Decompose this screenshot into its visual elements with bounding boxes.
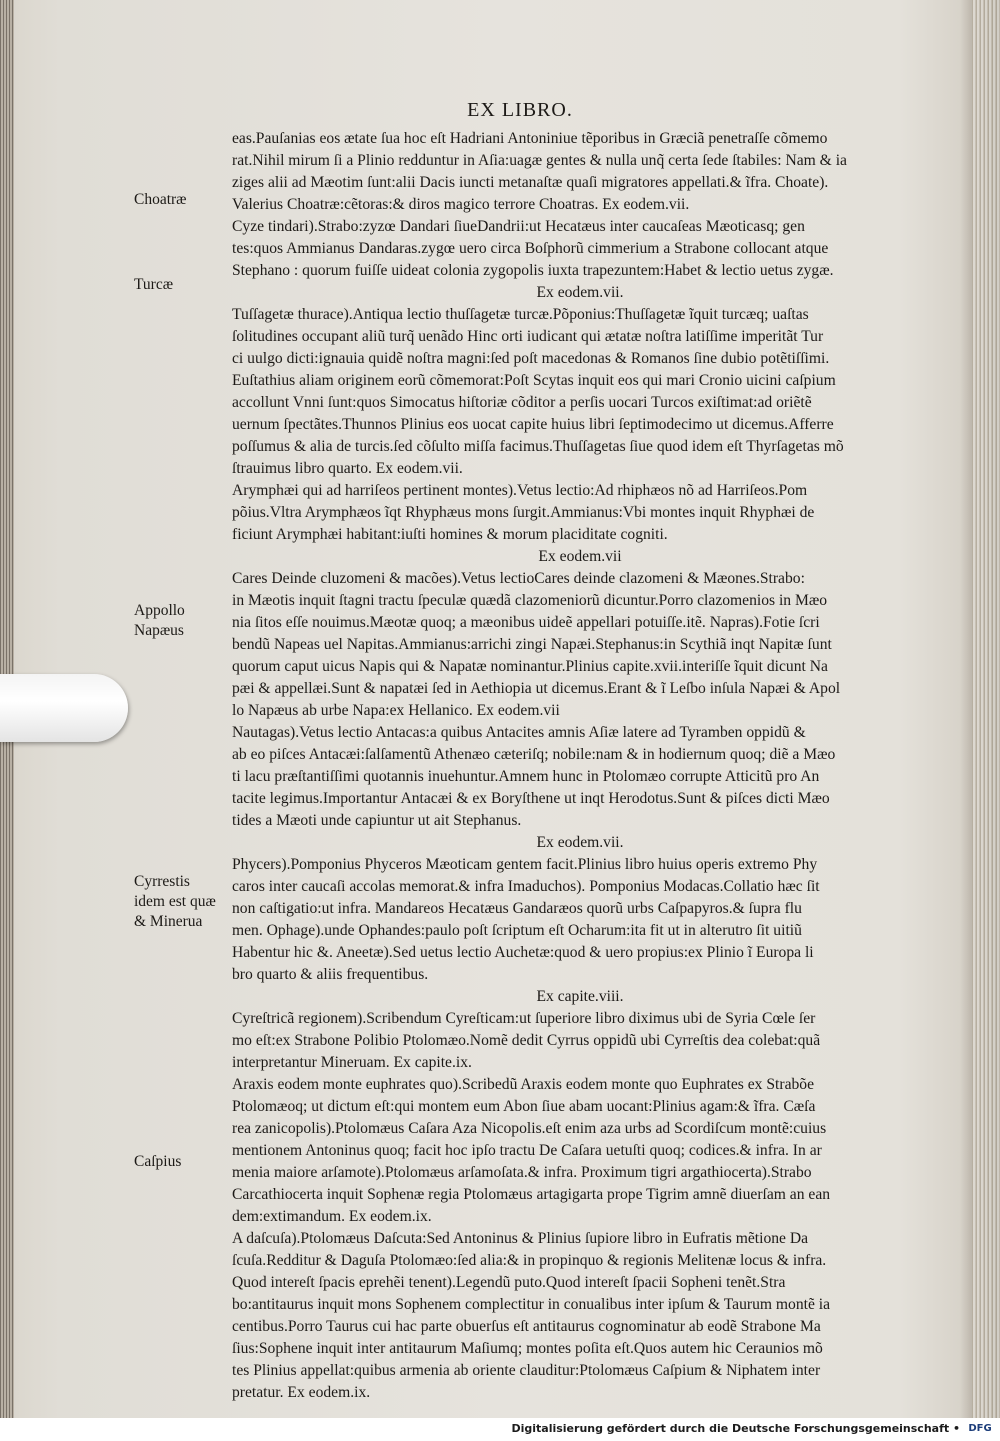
text-line: ziges alii ad Mæotim ſunt:alii Dacis iuncti metanaſtæ quaſi migratores appellati.& ĩfra. Choate). [232,174,829,191]
text-line: tes:quos Ammianus Dandaras.zygœ uero circa Boſphorũ cimmerium a Strabone collocant atque [232,240,829,257]
running-header: EX LIBRO. [467,99,573,121]
margin-note: Appollo Napæus [134,602,185,639]
text-line: Stephano : quorum fuiſſe uideat colonia zygopolis iuxta trapezuntem:Habet & lectio uetus zygæ. [232,262,834,279]
text-line: Ptolomæoq; ut dictum eſt:qui montem eum Abon ſiue abam uocant:Plinius agam:& ĩfra. Cæſa [232,1098,816,1115]
text-line: Habentur hic &. Aneetæ).Sed uetus lectio Auchetæ:quod & uero propius:ex Plinio ĩ Europa li [232,944,814,961]
text-line: Tuſſagetæ thurace).Antiqua lectio thuſſagetæ turcæ.Põponius:Thuſſagetæ ĩquit turcæq; uaſtas [232,306,809,323]
text-line: poſſumus & alia de turcis.ſed cõſulto miſſa facimus.Thuſſagetas ſiue quod idem eſt Thyrſagetas mõ [232,438,844,455]
text-line: quorum caput uicus Napis qui & Napatæ nominantur.Plinius capite.xvii.interiſſe ĩquit dicunt Na [232,658,828,675]
text-line: ci uulgo dicti:ignauia quidẽ noſtra magni:ſed poſt macedonas & Romanos ſine dubio potẽtiſſimi. [232,350,830,367]
text-line: dem:extimandum. Ex eodem.ix. [232,1208,432,1225]
text-line: nia ſitos eſſe nouimus.Mæotæ quoq; a mæonibus uideẽ appellari potuiſſe.itẽ. Napras).Fotie ſcri [232,614,820,631]
text-line: ſolitudines occupant aliũ turq̃ uenãdo Hinc orti iudicant qui ætatæ noſtra latiſſime imperitãt Tur [232,328,824,345]
text-line: põius.Vltra Arymphæos ĩqt Rhyphæus mons ſurgit.Ammianus:Vbi montes inquit Rhyphæi de [232,504,815,521]
text-line: pretatur. Ex eodem.ix. [232,1384,371,1401]
text-line: ſius:Sophene inquit inter antitaurum Maſiumq; montes poſita eſt.Quos autem hic Ceraunios mõ [232,1340,823,1357]
text-line: accollunt Vnni ſunt:quos Simocatus hiſtoriæ cõditor a perſis uocari Turcos exiſtimat:ad oriẽtẽ [232,394,812,411]
text-line: interpretantur Mineruam. Ex capite.ix. [232,1054,472,1071]
text-line: ti lacu præſtantiſſimi quotannis inuehuntur.Amnem hunc in Ptolomæo corrupte Atticitũ pro An [232,768,820,785]
text-line: bo:antitaurus inquit mons Sophenem complectitur in conualibus inter ipſum & Taurum montẽ ia [232,1296,831,1313]
text-line: Arymphæi qui ad harriſeos pertinent montes).Vetus lectio:Ad rhiphæos nõ ad Harriſeos.Pom [232,482,808,499]
text-line: Ex eodem.vii. [536,834,624,851]
text-line: Quod intereſt ſpacis eprehẽi tenent).Legendũ puto.Quod intereſt ſpacii Sopheni tenẽt.Stra [232,1274,786,1291]
text-line: mentionem Antoninus quoq; facit hoc ipſo tractu De Caſara uetuſti quoq; codices.& infra. In ar [232,1142,822,1159]
text-line: Cyze tindari).Strabo:zyzœ Dandari ſiueDandrii:ut Hecatæus inter caucaſeas Mæoticasq; gen [232,218,805,235]
text-body [232,128,928,1404]
text-line: ſtrauimus libro quarto. Ex eodem.vii. [232,460,463,477]
text-line: Araxis eodem monte euphrates quo).Scribedũ Araxis eodem monte quo Euphrates ex Strabõe [232,1076,815,1093]
text-line: Valerius Choatræ:cẽtoras:& diros magico terrore Choatras. Ex eodem.vii. [232,196,690,213]
text-line: A daſcuſa).Ptolomæus Daſcuta:Sed Antoninus & Plinius ſupiore libro in Eufratis mẽtione Da [232,1230,809,1247]
margin-note: Turcæ [134,276,174,293]
margin-note: Cyrrestis idem est quæ & Minerua [134,873,216,930]
text-line: non caſtigatio:ut infra. Mandareos Hecatæus Gandaræos quorũ urbs Caſpapyros.& ſupra flu [232,900,802,917]
text-line: bendũ Napeas uel Napitas.Ammianus:arrichi zingi Napæi.Stephanus:in Scythiã inqt Napitæ ſunt [232,636,832,653]
footer-bar [0,1418,1000,1441]
text-line: Ex eodem.vii [538,548,622,565]
text-line: ſcuſa.Redditur & Daguſa Ptolomæo:ſed alia:& in propinquo & regionis Melitenæ locus & infra. [232,1252,827,1269]
footer-credit: Digitalisierung gefördert durch die Deutsche Forschungsgemeinschaft • [511,1422,960,1435]
margin-note: Caſpius [134,1153,182,1170]
text-line: uernum ſpectãtes.Thunnos Plinius eos uocat capite huius libri ſeptimodecimo ut dicemus.Afferre [232,416,834,433]
text-line: ficiunt Arymphæi habitant:iuſti homines & morum placiditate cogniti. [232,526,668,543]
text-line: tides a Mæoti unde capiuntur ut ait Stephanus. [232,812,522,829]
text-line: rea zanicopolis).Ptolomæus Caſara Aza Nicopolis.eſt enim aza urbs ad Scordiſcum montẽ:cuius [232,1120,827,1137]
text-line: Euſtathius aliam originem eorũ cõmemorat:Poſt Scytas inquit eos qui mari Cronio uicini caſpium [232,372,836,389]
text-line: Ex capite.viii. [536,988,624,1005]
text-line: centibus.Porro Taurus cui hac parte obuerſus eſt antitaurus cognominatur ab eodẽ Strabone Ma [232,1318,821,1335]
text-line: ab eo piſces Antacæi:ſalſamentũ Athenæo cæteriſq; nobile:nam & in hodiernum quoq; diẽ a Mæo [232,746,836,763]
text-line: mo eſt:ex Strabone Polibio Ptolomæo.Nomẽ dedit Cyrrus oppidũ ubi Cyrreſtis dea colebat:quã [232,1032,821,1049]
page-edges [972,0,1000,1441]
text-line: Ex eodem.vii. [536,284,624,301]
text-line: pæi & appellæi.Sunt & napatæi ſed in Aethiopia ut dicemus.Erant & ĩ Leſbo inſula Napæi & Apol [232,680,841,697]
text-line: tacite legimus.Importantur Antacæi & ex Boryſthene ut inqt Herodotus.Sunt & piſces dicti Mæo [232,790,830,807]
text-line: tes Plinius appellat:quibus armenia ab oriente clauditur:Ptolomæus Caſpium & Niphatem inter [232,1362,821,1379]
page-clip [0,674,128,742]
text-line: Cyreſtricã regionem).Scribendum Cyreſticam:ut ſuperiore libro diximus ubi de Syria Cœle ſer [232,1010,816,1027]
text-line: Carcathiocerta inquit Sophenæ regia Ptolomæus artagigarta prope Tigrim amnẽ diuerſam an ean [232,1186,831,1203]
text-line: caros inter caucaſi accolas memorat.& infra Imaduchos). Pomponius Modacas.Collatio hæc ſit [232,878,820,895]
margin-note: Choatræ [134,191,187,208]
text-line: Nautagas).Vetus lectio Antacas:a quibus Antacites amnis Aſiæ latere ad Tyramben oppidũ & [232,724,806,741]
text-line: in Mæotis inquit ſtagni tractu ſpeculæ quædã clazomeniorũ dicuntur.Porro clazomenios in Mæo [232,592,828,609]
text-line: Phycers).Pomponius Phyceros Mæoticam gentem facit.Plinius libro huius operis extremo Phy [232,856,818,873]
text-line: Cares Deinde cluzomeni & macões).Vetus lectioCares deinde clazomeni & Mæones.Strabo: [232,570,805,587]
text-line: men. Ophage).unde Ophandes:paulo poſt ſcriptum eſt Ocharum:ita fit ut in alterutro ſit uitiũ [232,922,802,939]
text-line: rat.Nihil mirum ſi a Plinio redduntur in Aſia:uagæ gentes & nulla unq̃ certa ſede ſtabiles: Nam & ia [232,152,847,169]
text-line: bro quarto & aliis frequentibus. [232,966,429,983]
dfg-logo: DFG [968,1423,992,1434]
text-line: lo Napæus ab urbe Napa:ex Hellanico. Ex eodem.vii [232,702,560,719]
text-line: eas.Pauſanias eos ætate ſua hoc eſt Hadriani Antoniniue tẽporibus in Græciã penetraſſe cõmemo [232,130,828,147]
text-line: menia maiore arſamote).Ptolomæus arſamoſata.& infra. Proximum tigri argathiocerta).Strabo [232,1164,812,1181]
